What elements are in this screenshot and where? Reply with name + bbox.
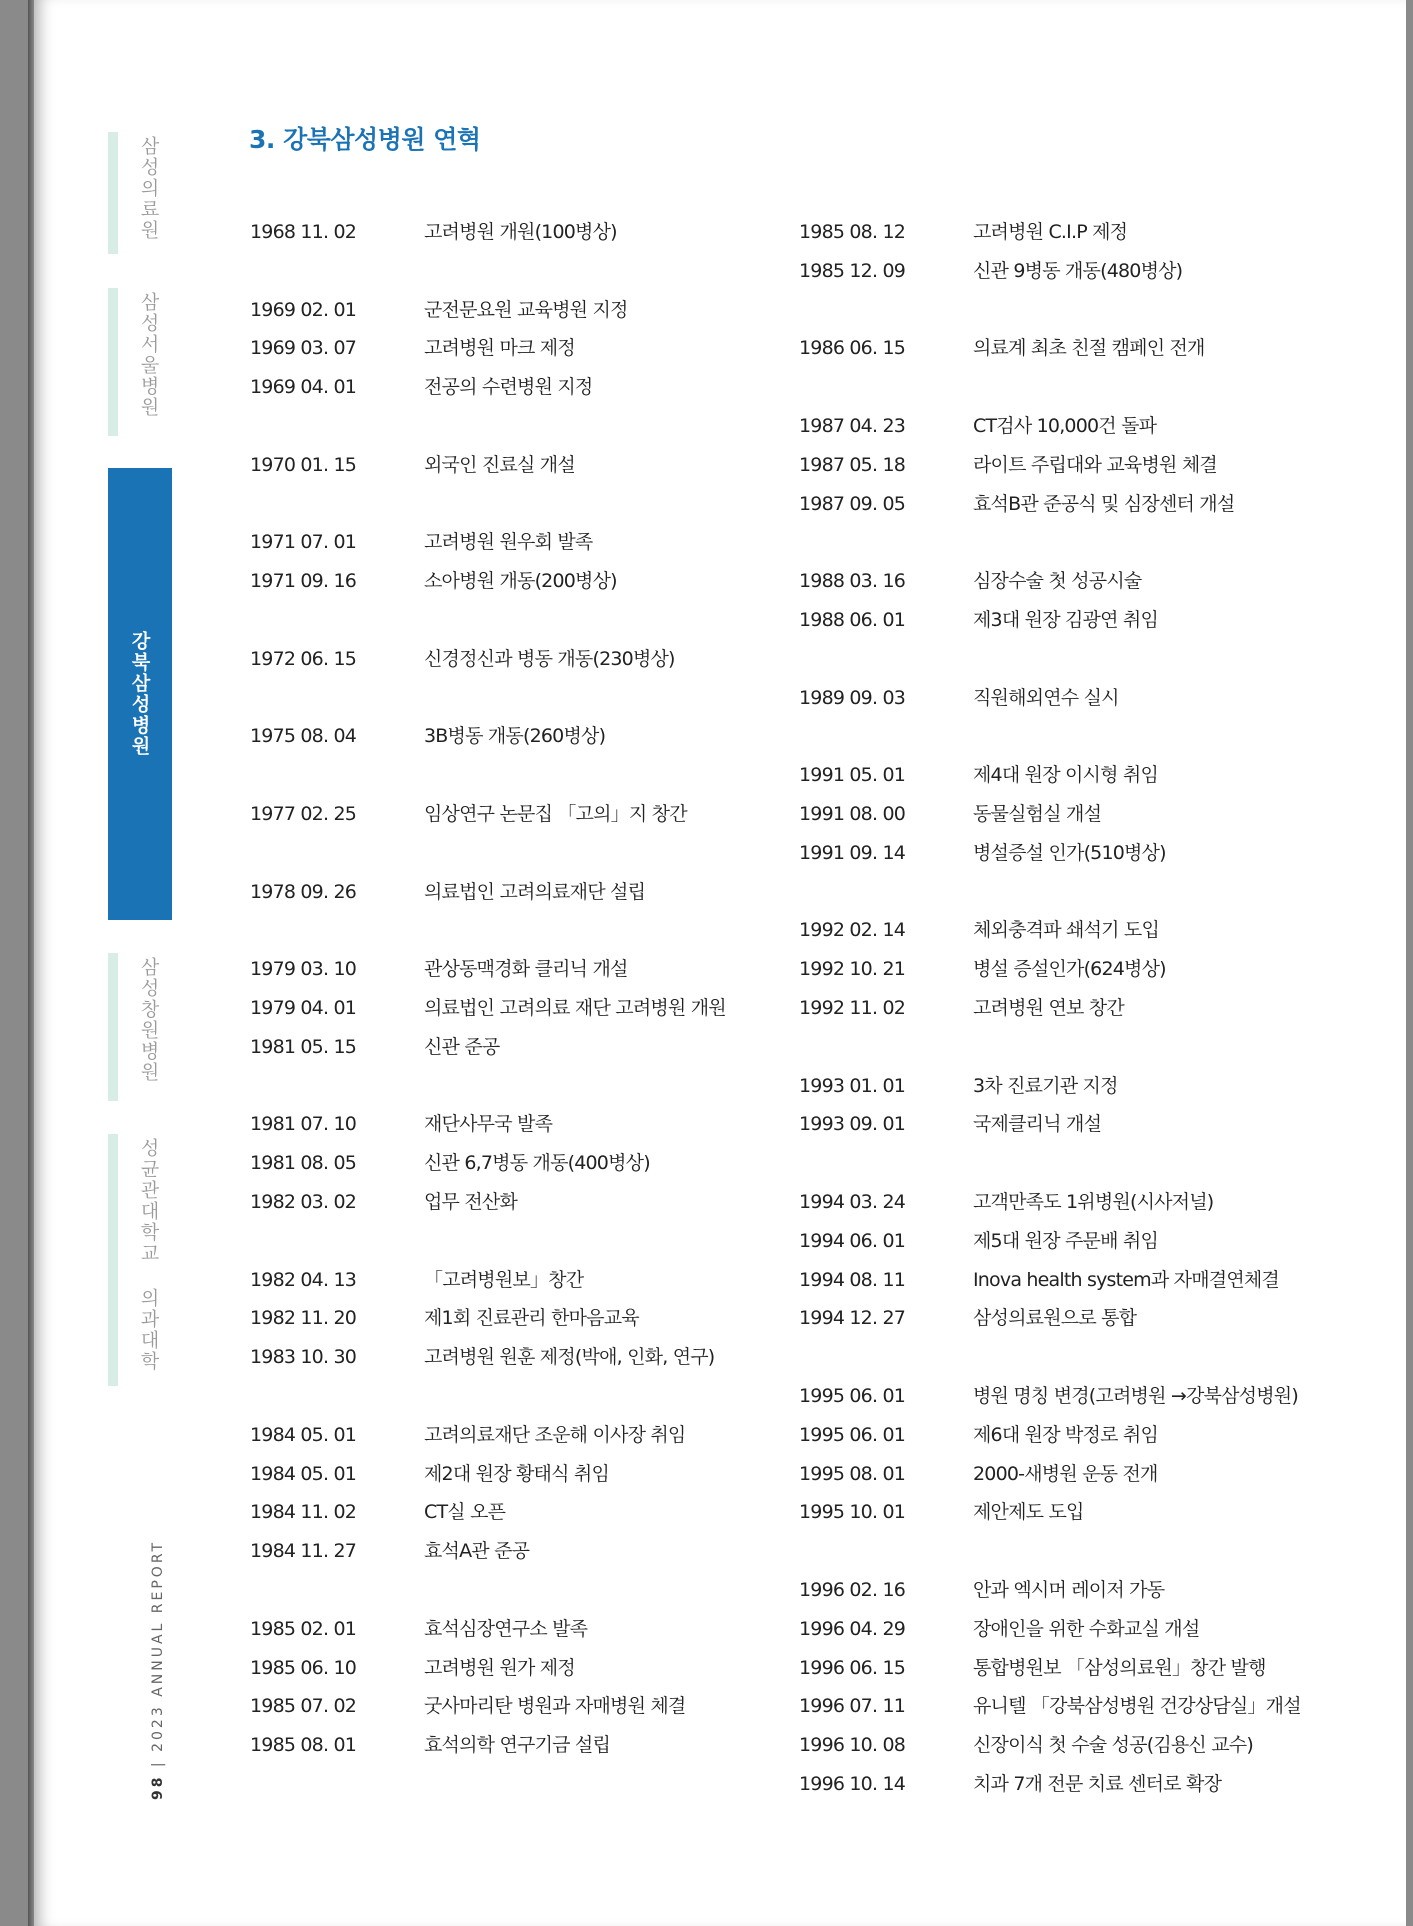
entry-date: 1996 10. 14 [799,1773,906,1795]
entry-event: 의료계 최초 친절 캠페인 전개 [973,337,1205,360]
entry-date: 1970 01. 15 [250,453,357,476]
entry-event: 「고려병원보」창간 [424,1268,584,1291]
entry-date: 1979 03. 10 [250,958,357,981]
entry-date: 1994 03. 24 [799,1191,906,1213]
entry-date: 1982 04. 13 [250,1268,357,1291]
entry-date: 1985 07. 02 [250,1695,357,1718]
entry-event: 고려병원 C.I.P 제정 [973,221,1128,243]
entry-event: 신관 6,7병동 개동(400병상) [424,1152,650,1175]
entry-date: 1995 06. 01 [799,1423,906,1446]
entry-date: 1992 02. 14 [799,919,906,942]
entry-event: 동물실험실 개설 [973,803,1102,825]
entry-date: 1977 02. 25 [250,803,357,825]
entry-date: 1987 09. 05 [799,492,906,515]
entry-date: 1985 08. 01 [250,1734,357,1757]
entry-date: 1987 04. 23 [799,415,906,437]
entry-event: 제2대 원장 황태식 취임 [424,1462,609,1485]
entry-date: 1985 02. 01 [250,1617,357,1640]
side-tab-label: 성균관대학교 의과대학 [137,1138,160,1372]
entry-event: 체외충격파 쇄석기 도입 [973,919,1160,942]
entry-event: 3차 진료기관 지정 [973,1074,1118,1097]
page-number: 98 [150,1774,166,1800]
entry-event: 제1회 진료관리 한마음교육 [424,1307,639,1330]
entry-date: 1984 11. 02 [250,1501,357,1524]
entry-event: CT실 오픈 [424,1501,506,1524]
entry-event: 의료법인 고려의료 재단 고려병원 개원 [424,997,726,1019]
entry-event: 고려병원 연보 창간 [973,997,1124,1019]
entry-date: 1987 05. 18 [799,453,906,476]
entry-event: 고려의료재단 조운해 이사장 취임 [424,1423,686,1446]
entry-event: 국제클리닉 개설 [973,1113,1102,1136]
entry-event: 제6대 원장 박정로 취임 [973,1423,1158,1446]
side-tab-label: 삼성서울병원 [137,292,160,418]
entry-event: 2000-새병원 운동 전개 [973,1462,1158,1485]
side-tab-label: 삼성창원병원 [137,957,160,1083]
entry-date: 1991 05. 01 [799,764,906,787]
side-tab-samsung-seoul-hospital[interactable] [108,288,172,436]
entry-date: 1988 03. 16 [799,570,906,593]
entry-event: 고려병원 원가 제정 [424,1656,575,1679]
side-tab-label: 강북삼성병원 [128,631,151,757]
side-tab-marker [108,953,118,1101]
entry-event: 고려병원 원우회 발족 [424,531,593,554]
entry-date: 1982 11. 20 [250,1307,357,1330]
footer-separator: | [150,1759,166,1768]
entry-event: 고객만족도 1위병원(시사저널) [973,1191,1214,1213]
side-tab-label: 삼성의료원 [137,136,160,241]
entry-date: 1996 02. 16 [799,1579,906,1601]
entry-event: 굿사마리탄 병원과 자매병원 체결 [424,1695,686,1718]
entry-date: 1984 05. 01 [250,1423,357,1446]
report-name: 2023 ANNUAL REPORT [150,1539,166,1752]
page-footer [150,1539,174,1800]
entry-date: 1991 08. 00 [799,803,906,825]
entry-event: 제4대 원장 이시형 취임 [973,764,1158,787]
entry-date: 1969 04. 01 [250,376,357,399]
entry-event: 효석심장연구소 발족 [424,1617,588,1640]
entry-date: 1985 06. 10 [250,1656,357,1679]
entry-date: 1994 08. 11 [799,1268,906,1291]
entry-date: 1996 04. 29 [799,1617,906,1640]
entry-date: 1993 01. 01 [799,1074,906,1097]
entry-date: 1996 07. 11 [799,1695,906,1718]
entry-event: Inova health system과 자매결연체결 [973,1268,1279,1291]
entry-event: 안과 엑시머 레이저 가동 [973,1579,1165,1601]
entry-date: 1968 11. 02 [250,221,357,243]
entry-date: 1981 05. 15 [250,1035,357,1058]
entry-date: 1993 09. 01 [799,1113,906,1136]
entry-event: 통합병원보 「삼성의료원」창간 발행 [973,1656,1266,1679]
entry-date: 1978 09. 26 [250,880,357,903]
entry-date: 1992 11. 02 [799,997,906,1019]
entry-date: 1995 06. 01 [799,1385,906,1407]
entry-event: 소아병원 개동(200병상) [424,570,617,593]
entry-date: 1969 02. 01 [250,298,357,321]
entry-date: 1985 08. 12 [799,221,906,243]
entry-event: 의료법인 고려의료재단 설립 [424,880,646,903]
entry-event: 유니텔 「강북삼성병원 건강상담실」개설 [973,1695,1301,1718]
entry-date: 1971 07. 01 [250,531,357,554]
entry-event: 고려병원 원훈 제정(박애, 인화, 연구) [424,1346,715,1369]
entry-event: 업무 전산화 [424,1191,518,1213]
side-tab-skku-medicine[interactable] [108,1134,172,1386]
side-tab-marker [108,132,118,254]
side-tab-kangbuk-samsung-hospital[interactable] [108,468,172,920]
entry-event: 고려병원 마크 제정 [424,337,575,360]
entry-date: 1975 08. 04 [250,725,357,748]
entry-event: 병설증설 인가(510병상) [973,841,1166,864]
entry-date: 1994 12. 27 [799,1307,906,1330]
entry-date: 1984 11. 27 [250,1540,357,1563]
entry-date: 1988 06. 01 [799,609,906,631]
entry-date: 1989 09. 03 [799,686,906,709]
entry-date: 1983 10. 30 [250,1346,357,1369]
entry-event: 병원 명칭 변경(고려병원 →강북삼성병원) [973,1385,1298,1407]
entry-date: 1985 12. 09 [799,259,906,282]
entry-date: 1981 08. 05 [250,1152,357,1175]
entry-event: 군전문요원 교육병원 지정 [424,298,628,321]
entry-event: 신장이식 첫 수술 성공(김용신 교수) [973,1734,1253,1757]
entry-event: CT검사 10,000건 돌파 [973,415,1157,437]
entry-event: 외국인 진료실 개설 [424,453,575,476]
entry-date: 1982 03. 02 [250,1191,357,1213]
side-tab-samsung-medical-center[interactable] [108,132,172,254]
entry-date: 1991 09. 14 [799,841,906,864]
entry-date: 1996 06. 15 [799,1656,906,1679]
entry-event: 임상연구 논문집 「고의」지 창간 [424,803,687,825]
entry-date: 1969 03. 07 [250,337,357,360]
entry-event: 관상동맥경화 클리닉 개설 [424,958,628,981]
entry-date: 1996 10. 08 [799,1734,906,1757]
entry-event: 재단사무국 발족 [424,1113,553,1136]
entry-event: 효석의학 연구기금 설립 [424,1734,611,1757]
entry-date: 1995 08. 01 [799,1462,906,1485]
document-page [34,0,1406,1926]
entry-event: 고려병원 개원(100병상) [424,221,617,243]
entry-date: 1979 04. 01 [250,997,357,1019]
entry-event: 치과 7개 전문 치료 센터로 확장 [973,1773,1222,1795]
entry-event: 장애인을 위한 수화교실 개설 [973,1617,1200,1640]
entry-event: 효석A관 준공 [424,1540,530,1563]
entry-event: 직원해외연수 실시 [973,686,1119,709]
entry-event: 제3대 원장 김광연 취임 [973,609,1158,631]
entry-event: 3B병동 개동(260병상) [424,725,606,748]
entry-date: 1971 09. 16 [250,570,357,593]
section-title: 3. 강북삼성병원 연혁 [249,125,481,154]
side-tab-marker [108,288,118,436]
entry-date: 1995 10. 01 [799,1501,906,1524]
entry-event: 신관 9병동 개동(480병상) [973,259,1183,282]
entry-event: 삼성의료원으로 통합 [973,1307,1137,1330]
entry-date: 1992 10. 21 [799,958,906,981]
entry-date: 1994 06. 01 [799,1229,906,1252]
entry-date: 1984 05. 01 [250,1462,357,1485]
entry-date: 1972 06. 15 [250,647,357,670]
entry-event: 라이트 주립대와 교육병원 체결 [973,453,1217,476]
entry-event: 신관 준공 [424,1035,500,1058]
entry-event: 병설 증설인가(624병상) [973,958,1166,981]
entry-event: 심장수술 첫 성공시술 [973,570,1142,593]
entry-date: 1986 06. 15 [799,337,906,360]
side-tab-samsung-changwon-hospital[interactable] [108,953,172,1101]
entry-event: 전공의 수련병원 지정 [424,376,593,399]
entry-date: 1981 07. 10 [250,1113,357,1136]
entry-event: 제안제도 도입 [973,1501,1084,1524]
entry-event: 제5대 원장 주문배 취임 [973,1229,1158,1252]
side-tab-marker [108,1134,118,1386]
entry-event: 신경정신과 병동 개동(230병상) [424,647,675,670]
entry-event: 효석B관 준공식 및 심장센터 개설 [973,492,1235,515]
